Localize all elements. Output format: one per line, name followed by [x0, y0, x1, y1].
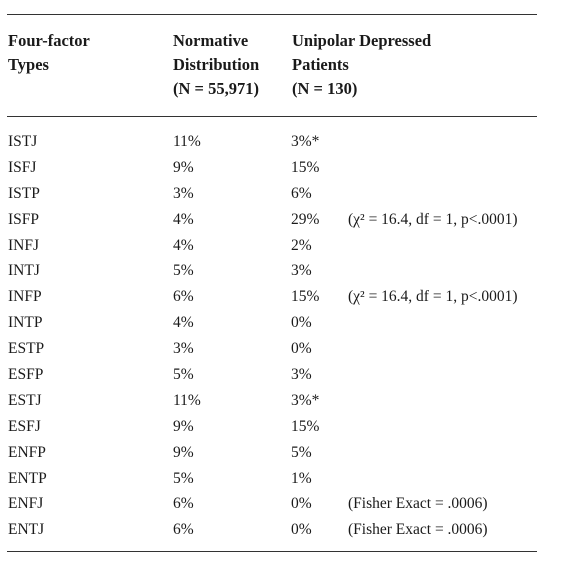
depressed-cell: 3% [291, 366, 312, 384]
depressed-cell: 6% [291, 184, 312, 202]
table-row [0, 388, 562, 414]
normative-cell: 11% [173, 391, 201, 409]
normative-cell: 3% [173, 340, 194, 358]
normative-cell: 6% [173, 521, 194, 539]
table-row [0, 207, 562, 233]
depressed-cell: 0% [291, 314, 312, 332]
table-row [0, 440, 562, 466]
type-cell: INTP [8, 314, 43, 332]
table-row [0, 258, 562, 284]
depressed-cell: 29% [291, 210, 320, 228]
normative-cell: 6% [173, 288, 194, 306]
normative-cell: 6% [173, 495, 194, 513]
normative-cell: 9% [173, 158, 194, 176]
note-cell: (Fisher Exact = .0006) [348, 521, 488, 539]
depressed-cell: 1% [291, 469, 312, 487]
depressed-cell: 2% [291, 236, 312, 254]
type-cell: ESFP [8, 366, 44, 384]
depressed-cell: 3% [291, 262, 312, 280]
table-row [0, 129, 562, 155]
depressed-cell: 15% [291, 158, 320, 176]
depressed-cell: 0% [291, 495, 312, 513]
table-row [0, 491, 562, 517]
depressed-cell: 3%* [291, 391, 320, 409]
table-row [0, 284, 562, 310]
header-line: (N = 55,971) [173, 79, 259, 98]
header-unipolar-depressed-patients [292, 29, 431, 101]
normative-cell: 9% [173, 443, 194, 461]
note-cell: (χ² = 16.4, df = 1, p<.0001) [348, 288, 518, 306]
type-cell: ENFJ [8, 495, 44, 513]
type-cell: ENTJ [8, 521, 45, 539]
table-top-rule [7, 14, 537, 15]
normative-cell: 5% [173, 366, 194, 384]
header-line: Unipolar Depressed [292, 31, 432, 50]
type-cell: INFP [8, 288, 42, 306]
depressed-cell: 0% [291, 521, 312, 539]
note-cell: (Fisher Exact = .0006) [348, 495, 488, 513]
type-cell: INTJ [8, 262, 40, 280]
table-header-rule [7, 116, 537, 117]
normative-cell: 9% [173, 417, 194, 435]
normative-cell: 3% [173, 184, 194, 202]
depressed-cell: 0% [291, 340, 312, 358]
type-cell: ISFP [8, 210, 40, 228]
type-cell: ENTP [8, 469, 47, 487]
depressed-cell: 15% [291, 288, 320, 306]
table-row [0, 466, 562, 492]
header-line: Normative [173, 31, 249, 50]
type-cell: ENFP [8, 443, 46, 461]
table-row [0, 362, 562, 388]
table-body [0, 129, 562, 543]
header-line: Four-factor [8, 31, 90, 50]
table-row [0, 233, 562, 259]
type-cell: ISFJ [8, 158, 37, 176]
type-cell: ISTJ [8, 133, 38, 150]
type-cell: ESFJ [8, 417, 41, 435]
table-bottom-rule [7, 551, 537, 552]
type-cell: ESTJ [8, 391, 42, 409]
table-row [0, 517, 562, 543]
note-cell: (χ² = 16.4, df = 1, p<.0001) [348, 210, 518, 228]
type-cell: ISTP [8, 184, 40, 202]
table-row [0, 336, 562, 362]
depressed-cell: 5% [291, 443, 312, 461]
normative-cell: 4% [173, 314, 194, 332]
normative-cell: 5% [173, 262, 194, 280]
depressed-cell: 15% [291, 417, 320, 435]
header-normative-distribution [173, 29, 259, 101]
normative-cell: 4% [173, 236, 194, 254]
depressed-cell: 3%* [291, 133, 320, 150]
type-cell: ESTP [8, 340, 45, 358]
normative-cell: 4% [173, 210, 194, 228]
header-line: Distribution [173, 55, 260, 74]
type-cell: INFJ [8, 236, 40, 254]
table-row [0, 414, 562, 440]
header-four-factor-types [8, 29, 90, 77]
header-line: (N = 130) [292, 79, 358, 98]
table-row [0, 155, 562, 181]
normative-cell: 11% [173, 133, 201, 150]
header-line: Types [8, 55, 49, 74]
normative-cell: 5% [173, 469, 194, 487]
header-line: Patients [292, 55, 349, 74]
table-row [0, 181, 562, 207]
table-row [0, 310, 562, 336]
